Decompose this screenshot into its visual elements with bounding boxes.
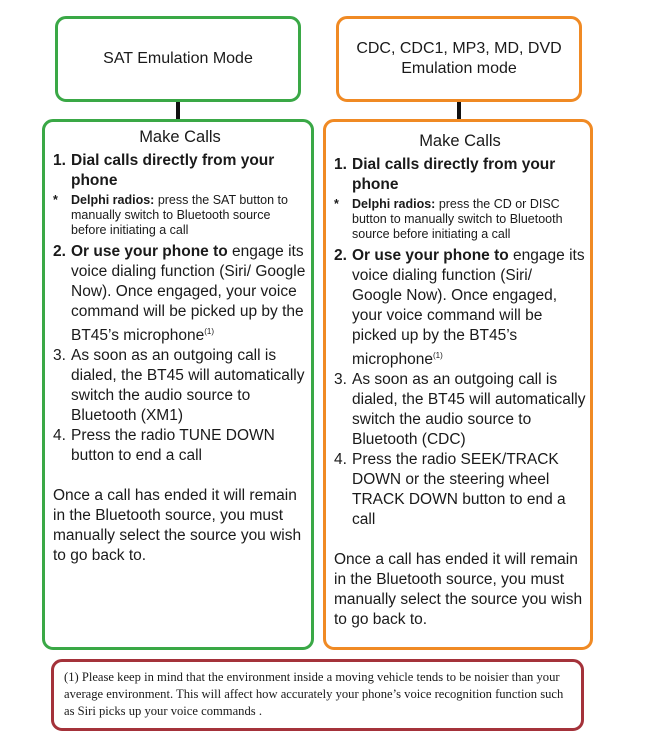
sat-make-calls-panel (42, 119, 314, 650)
cdc-note-star: * (334, 197, 339, 211)
cdc-delphi-note (334, 197, 586, 242)
cdc-step-2 (334, 246, 586, 370)
sat-step-3-num: 3. (53, 347, 66, 365)
sat-step-4-num: 4. (53, 427, 66, 445)
cdc-step-3-num: 3. (334, 371, 347, 389)
cdc-step-4-num: 4. (334, 451, 347, 469)
cdc-step-2-text: engage its voice dialing function (Siri/ Google Now). Once engaged, your voice command will be picked up by the BT45’s microphone (352, 247, 585, 369)
sat-step-4 (53, 426, 307, 466)
sat-step-3-text: As soon as an outgoing call is dialed, the BT45 will automatically switch the audio source to Bluetooth (XM1) (71, 347, 305, 425)
cdc-mode-header-text: CDC, CDC1, MP3, MD, DVD Emulation mode (356, 40, 562, 77)
sat-step-1 (53, 151, 307, 191)
footnote-box (51, 659, 584, 731)
sat-note-star: * (53, 193, 58, 207)
sat-panel-title: Make Calls (139, 128, 221, 146)
cdc-step-2-bold: Or use your phone to (352, 247, 509, 264)
cdc-step-1 (334, 155, 586, 195)
sat-step-2-footnote-ref: (1) (204, 327, 215, 336)
right-connector (457, 102, 461, 120)
sat-mode-header (55, 16, 301, 102)
sat-step-3 (53, 346, 307, 426)
sat-step-1-text: Dial calls directly from your phone (71, 152, 275, 189)
sat-step-2-bold: Or use your phone to (71, 243, 228, 260)
cdc-mode-header (336, 16, 582, 102)
sat-step-2 (53, 242, 307, 346)
sat-note-label: Delphi radios: (71, 193, 155, 207)
footnote-text: (1) Please keep in mind that the environment inside a moving vehicle tends to be noisier than your average environment. This will affect how accurately your phone’s voice recognition function such as Siri picks up your voice commands . (64, 670, 564, 718)
sat-closing-text: Once a call has ended it will remain in the Bluetooth source, you must manually select the source you wish to go back to. (53, 487, 302, 565)
cdc-step-3 (334, 370, 586, 450)
sat-mode-header-text: SAT Emulation Mode (103, 50, 253, 67)
cdc-step-1-text: Dial calls directly from your phone (352, 156, 556, 193)
cdc-step-4-text: Press the radio SEEK/TRACK DOWN or the steering wheel TRACK DOWN button to end a call (352, 451, 566, 529)
sat-step-1-num: 1. (53, 152, 66, 169)
cdc-note-label: Delphi radios: (352, 197, 436, 211)
cdc-note-text: press the CD or DISC button to manually switch to Bluetooth source before initiating a call (352, 197, 563, 241)
cdc-step-3-text: As soon as an outgoing call is dialed, the BT45 will automatically switch the audio source to Bluetooth (CDC) (352, 371, 586, 449)
sat-note-text: press the SAT button to manually switch to Bluetooth source before initiating a call (71, 193, 288, 237)
sat-step-4-text: Press the radio TUNE DOWN button to end a call (71, 427, 275, 465)
sat-panel-body (53, 128, 307, 566)
cdc-panel-title: Make Calls (419, 132, 501, 150)
cdc-closing-text: Once a call has ended it will remain in the Bluetooth source, you must manually select the source you wish to go back to. (334, 551, 583, 629)
sat-delphi-note (53, 193, 307, 238)
sat-step-2-num: 2. (53, 243, 66, 260)
left-connector (176, 102, 180, 120)
sat-step-2-text: engage its voice dialing function (Siri/ Google Now). Once engaged, your voice command will be picked up by the BT45’s microphone (71, 243, 306, 345)
cdc-step-2-num: 2. (334, 247, 347, 264)
cdc-step-4 (334, 450, 586, 530)
cdc-step-2-footnote-ref: (1) (433, 351, 443, 360)
cdc-make-calls-panel (323, 119, 593, 650)
cdc-panel-body (334, 132, 586, 630)
cdc-step-1-num: 1. (334, 156, 347, 173)
